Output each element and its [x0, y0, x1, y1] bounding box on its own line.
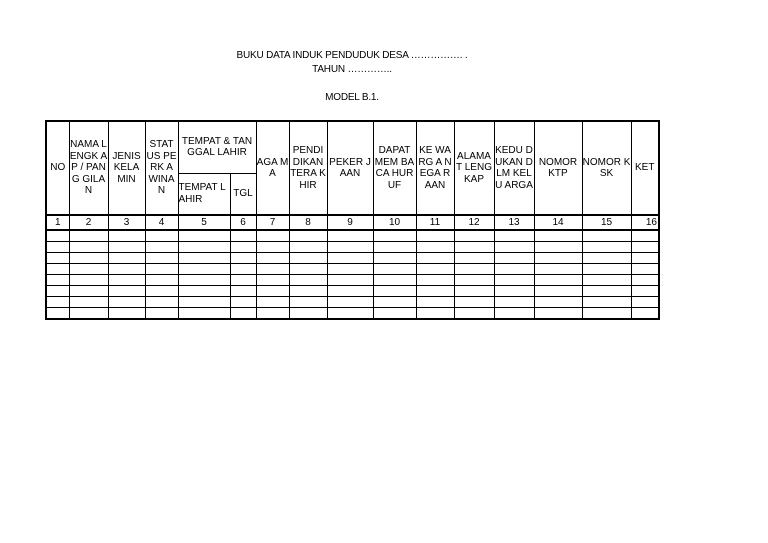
table-cell — [416, 230, 454, 242]
table-cell — [416, 242, 454, 253]
table-cell — [454, 264, 494, 275]
data-rows — [46, 230, 659, 319]
table-cell — [46, 230, 69, 242]
table-cell — [145, 253, 178, 264]
table-cell — [256, 297, 289, 308]
table-cell — [289, 253, 327, 264]
table-cell — [145, 308, 178, 320]
table-row — [46, 275, 659, 286]
table-cell — [631, 242, 659, 253]
table-cell — [230, 308, 256, 320]
table-cell — [373, 253, 416, 264]
table-cell — [416, 264, 454, 275]
model-label: MODEL B.1. — [325, 92, 379, 103]
column-number: 3 — [108, 215, 145, 230]
table-cell — [178, 230, 230, 242]
table-cell — [454, 230, 494, 242]
table-cell — [178, 297, 230, 308]
table-cell — [327, 275, 373, 286]
table-cell — [145, 230, 178, 242]
document-title: BUKU DATA INDUK PENDUDUK DESA ……………. . — [236, 50, 468, 61]
table-row — [46, 230, 659, 242]
column-number-row — [46, 215, 659, 230]
table-cell — [178, 286, 230, 297]
header-agama: AGA MA — [256, 121, 289, 215]
table-cell — [145, 242, 178, 253]
column-number: 12 — [454, 215, 494, 230]
column-number: 4 — [145, 215, 178, 230]
table-cell — [631, 253, 659, 264]
table-cell — [327, 253, 373, 264]
table-cell — [108, 286, 145, 297]
table-cell — [230, 242, 256, 253]
table-cell — [373, 242, 416, 253]
table-cell — [416, 275, 454, 286]
table-cell — [373, 297, 416, 308]
table-row — [46, 308, 659, 320]
table-cell — [582, 242, 631, 253]
table-cell — [69, 286, 108, 297]
header-tempat-tanggal-lahir: TEMPAT & TANGGAL LAHIR — [178, 121, 256, 173]
header-pendidikan: PENDI DIKAN TERA KHIR — [289, 121, 327, 215]
table-cell — [46, 286, 69, 297]
table-cell — [494, 264, 534, 275]
table-cell — [631, 286, 659, 297]
column-number: 2 — [69, 215, 108, 230]
table-cell — [230, 264, 256, 275]
table-cell — [534, 253, 582, 264]
column-number: 6 — [230, 215, 256, 230]
table-cell — [289, 297, 327, 308]
table-cell — [373, 308, 416, 320]
table-cell — [145, 286, 178, 297]
table-cell — [108, 308, 145, 320]
table-cell — [230, 297, 256, 308]
table-cell — [631, 308, 659, 320]
table-cell — [582, 308, 631, 320]
table-cell — [494, 297, 534, 308]
table-cell — [534, 297, 582, 308]
table-cell — [289, 275, 327, 286]
table-cell — [582, 230, 631, 242]
table-row — [46, 264, 659, 275]
column-number: 16 — [631, 215, 659, 230]
table-cell — [416, 253, 454, 264]
table-cell — [69, 297, 108, 308]
table-cell — [69, 264, 108, 275]
table-row — [46, 253, 659, 264]
table-cell — [108, 275, 145, 286]
table-cell — [178, 264, 230, 275]
table-cell — [46, 308, 69, 320]
header-kedudukan: KEDU DUKAN DLM KELU ARGA — [494, 121, 534, 215]
column-number: 9 — [327, 215, 373, 230]
table-cell — [454, 308, 494, 320]
table-cell — [178, 253, 230, 264]
table-cell — [46, 275, 69, 286]
table-cell — [582, 253, 631, 264]
table-cell — [582, 286, 631, 297]
table-cell — [327, 308, 373, 320]
header-nama: NAMA LENGK AP / PANG GILAN — [69, 121, 108, 215]
table-cell — [256, 264, 289, 275]
table-cell — [582, 264, 631, 275]
table-cell — [145, 264, 178, 275]
table-cell — [534, 242, 582, 253]
column-number: 7 — [256, 215, 289, 230]
table-cell — [416, 286, 454, 297]
table-cell — [416, 308, 454, 320]
header-alamat: ALAMA T LENG KAP — [454, 121, 494, 215]
table-cell — [494, 230, 534, 242]
table-cell — [289, 286, 327, 297]
column-number: 15 — [582, 215, 631, 230]
table-cell — [145, 297, 178, 308]
table-cell — [145, 275, 178, 286]
table-cell — [373, 264, 416, 275]
table-cell — [256, 242, 289, 253]
table-cell — [108, 230, 145, 242]
header-nomor-ktp: NOMOR KTP — [534, 121, 582, 215]
table-cell — [69, 242, 108, 253]
table-cell — [108, 297, 145, 308]
table-row — [46, 297, 659, 308]
table-cell — [256, 253, 289, 264]
table-cell — [534, 286, 582, 297]
table-cell — [494, 286, 534, 297]
table-cell — [289, 230, 327, 242]
header-tempat-lahir: TEMPAT LAHIR — [178, 173, 230, 215]
table-cell — [46, 242, 69, 253]
table-cell — [69, 253, 108, 264]
table-row — [46, 286, 659, 297]
table-cell — [373, 286, 416, 297]
column-number: 10 — [373, 215, 416, 230]
table-cell — [46, 264, 69, 275]
table-cell — [230, 275, 256, 286]
table-cell — [373, 230, 416, 242]
table-cell — [256, 230, 289, 242]
table-cell — [534, 264, 582, 275]
column-number: 11 — [416, 215, 454, 230]
table-cell — [230, 253, 256, 264]
table-cell — [631, 230, 659, 242]
table-cell — [289, 308, 327, 320]
table-cell — [69, 275, 108, 286]
table-cell — [108, 242, 145, 253]
table-cell — [327, 230, 373, 242]
table-cell — [327, 286, 373, 297]
table-cell — [534, 230, 582, 242]
column-number: 1 — [46, 215, 69, 230]
table-cell — [256, 275, 289, 286]
table-cell — [631, 297, 659, 308]
table-cell — [178, 275, 230, 286]
table-cell — [327, 242, 373, 253]
column-number: 8 — [289, 215, 327, 230]
table-cell — [46, 297, 69, 308]
table-cell — [46, 253, 69, 264]
table-cell — [230, 230, 256, 242]
table-cell — [69, 308, 108, 320]
header-dapat-membaca: DAPAT MEM BACA HURUF — [373, 121, 416, 215]
header-pekerjaan: PEKER JAAN — [327, 121, 373, 215]
table-cell — [69, 230, 108, 242]
table-cell — [534, 308, 582, 320]
table-cell — [256, 286, 289, 297]
table-cell — [631, 275, 659, 286]
table-cell — [327, 297, 373, 308]
header-status-perkawinan: STAT US PERK A WINA N — [145, 121, 178, 215]
table-cell — [416, 297, 454, 308]
table-cell — [494, 253, 534, 264]
table-cell — [454, 286, 494, 297]
table-cell — [454, 297, 494, 308]
table-cell — [582, 275, 631, 286]
table-cell — [108, 253, 145, 264]
table-cell — [454, 253, 494, 264]
document-year: TAHUN ………….. — [312, 64, 392, 75]
header-nomor-ksk: NOMOR KSK — [582, 121, 631, 215]
table-cell — [108, 264, 145, 275]
table-row — [46, 242, 659, 253]
table-cell — [494, 275, 534, 286]
population-register-table — [45, 120, 660, 320]
table-cell — [178, 308, 230, 320]
table-cell — [289, 242, 327, 253]
table-cell — [289, 264, 327, 275]
header-kewarganegaraan: KE WARG A NEGA RAAN — [416, 121, 454, 215]
table-cell — [178, 242, 230, 253]
header-tgl: TGL — [230, 173, 256, 215]
table-cell — [373, 275, 416, 286]
header-no: NO — [46, 121, 69, 215]
table-cell — [582, 297, 631, 308]
table-cell — [454, 275, 494, 286]
column-number: 5 — [178, 215, 230, 230]
table-cell — [534, 275, 582, 286]
table-cell — [256, 308, 289, 320]
column-number: 13 — [494, 215, 534, 230]
column-number: 14 — [534, 215, 582, 230]
header-ket: KET — [631, 121, 659, 215]
table-cell — [454, 242, 494, 253]
table-cell — [494, 308, 534, 320]
header-jenis-kelamin: JENIS KELA MIN — [108, 121, 145, 215]
table-cell — [494, 242, 534, 253]
table-cell — [631, 264, 659, 275]
table-cell — [230, 286, 256, 297]
table-cell — [327, 264, 373, 275]
